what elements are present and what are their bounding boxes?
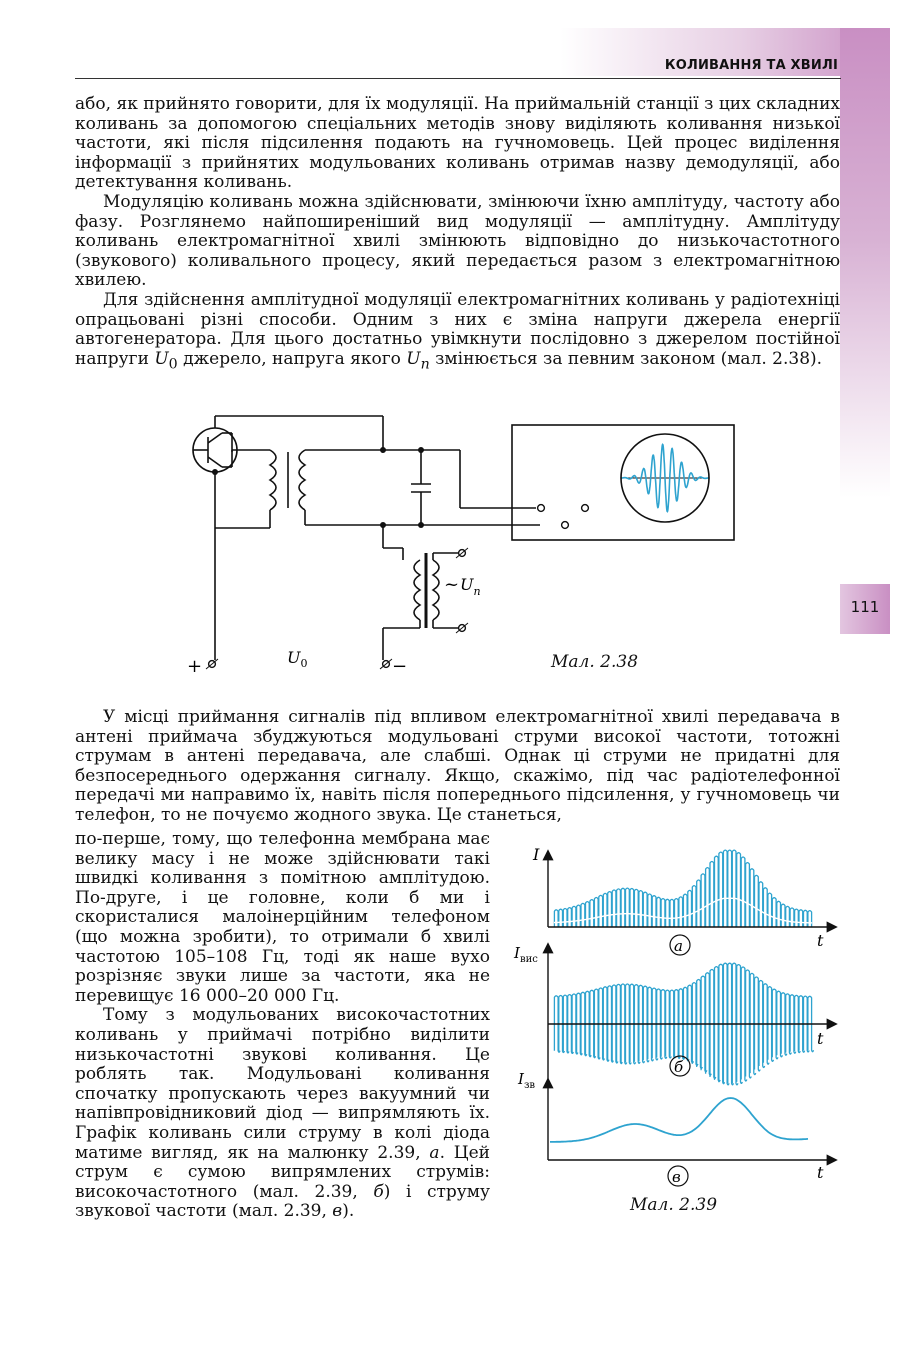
rectified-pulse [683,894,687,927]
rectified-pulse [746,863,750,927]
rectified-pulse [804,910,808,927]
rectified-pulse [563,909,567,928]
graph-c-y-label: $I_{зв}$ [518,1070,536,1091]
rectified-pulse [701,874,705,927]
paragraph: У місці приймання сигналів під впливом електромагнітної хвилі передавача в антені приймача збуджуються модульовані струми високої частоти, тотожні струмам в антені передавача, але слабші. Однак ці струми не придатні для безпосереднього одержання сигналу. Якщо, скажімо, під час радіотелефонної передачі ми направимо їх, навіть після попереднього підсилення, у гучномовець чи телефон, то не почуємо жодного звука. Це станеться, [75,707,840,825]
rectified-pulse [603,893,607,927]
rectified-pulse [577,905,581,927]
rectified-pulse [590,900,594,927]
rectified-pulse [808,911,812,927]
plus-terminal-label: + [187,656,203,677]
rectified-pulse [723,850,727,927]
rectified-pulse [657,897,661,927]
rectified-pulse [608,892,612,927]
rectified-pulse [621,888,625,927]
rectified-pulse [755,875,759,927]
rectified-pulse [594,898,598,928]
u0-label: $U_0$ [287,648,308,670]
graph-c-tag: в [672,1168,681,1186]
rectified-pulse [643,892,647,927]
rectified-pulse [617,889,621,927]
minus-terminal-label: − [392,656,408,677]
rectified-pulse [554,910,558,927]
graph-a [554,850,812,927]
rectified-pulse [599,895,603,927]
rectified-pulse [559,909,563,927]
rectified-pulse [639,891,643,927]
section-title: КОЛИВАННЯ ТА ХВИЛІ [664,58,838,73]
rectified-pulse [763,888,767,927]
rectified-pulse [795,909,799,927]
rectified-pulse [786,906,790,927]
rectified-pulse [626,888,630,927]
rectified-pulse [799,910,803,927]
rectified-pulse [568,908,572,927]
graph-a-tag: а [674,937,683,955]
rectified-pulse [670,899,674,927]
graph-a-y-label: I [533,845,540,864]
rectified-pulse [759,882,763,927]
graph-b-tag: б [674,1058,684,1076]
rectified-pulse [777,901,781,927]
rectified-pulse [581,903,585,927]
tilde-symbol: ~ [444,574,460,595]
rectified-pulse [634,889,638,927]
rectified-pulse [741,857,745,927]
rectified-pulse [697,880,701,927]
rectified-pulse [790,908,794,927]
rectified-pulse [692,886,696,927]
rectified-pulse [661,899,665,927]
rectified-pulse [715,856,719,927]
rectified-pulse [706,868,710,927]
graph-a-x-label: t [817,931,824,950]
rectified-pulse [586,902,590,927]
rectified-pulse [688,890,692,927]
rectified-pulse [732,850,736,927]
rectified-pulse [572,906,576,927]
rectified-pulse [675,899,679,927]
paragraph: Модуляцію коливань можна здійснювати, змінюючи їхню амплітуду, частоту або фазу. Розглянемо найпоширеніший вид модуляції — амплітудну. Амплітуду коливань електромагнітної хвилі змінюють відповідно до низькочастотного (звукового) коливального процесу, який передається разом з електромагнітною хвилею. [75,191,840,291]
figure-caption-2-39: Мал. 2.39 [630,1195,718,1215]
rectified-pulse [630,889,634,928]
rectified-pulse [710,862,714,928]
graph-c-wave [550,1098,808,1142]
rectified-pulse [666,899,670,927]
rectified-pulse [768,893,772,927]
rectified-pulse [772,898,776,927]
rectified-pulse [648,894,652,927]
rectified-pulse [728,850,732,927]
graph-b-y-label: $I_{вис}$ [514,944,538,965]
paragraph: Тому з модульованих високочастотних коливань у приймачі потрібно виділити низькочастотні звукові коливання. Це роблять так. Модульовані коливання спочатку пропускають через вакуумний чи напівпровідниковий діод — випрямляють їх. Графік коливань сили струму в колі діода матиме вигляд, як на малюнку 2.39, а. Цей струм є сумою випрямлених струмів: високочастотного (мал. 2.39, б) і струму звукової частоти (мал. 2.39, в). [75,1005,490,1222]
paragraph: по-перше, тому, що телефонна мембрана має велику масу і не може здійснювати такі швидкі коливання з помітною амплітудою. По-друге, і це головне, коли б ми і скористалися малоінерційним телефоном (що можна зробити), то отримали б хвилі частотою 105–108 Гц, тоді як наше вухо розрізняє звуки лише за частоти, яка не перевищує 16 000–20 000 Гц. [75,829,490,1006]
graph-b-x-label: t [817,1029,824,1048]
rectified-pulse [652,896,656,927]
rectified-pulse [719,852,723,927]
rectified-pulse [737,853,741,927]
page-number: 111 [850,598,880,616]
paragraph: або, як прийнято говорити, для їх модуляції. На приймальній станції з цих складних коливань за допомогою спеціальних методів знову виділяють коливання низької частоти, які після підсилення подають на гучномовець. Цей процес виділення інформації з прийнятих модульованих коливань отримав назву демодуляції, або детектування коливань. [75,94,840,193]
rectified-pulse [612,890,616,927]
rectified-pulse [781,904,785,927]
figure-caption-2-38: Мал. 2.38 [551,652,639,672]
un-label: $U_n$ [460,575,481,598]
rectified-pulse [679,897,683,927]
rectified-pulse [750,869,754,927]
graph-c-x-label: t [817,1163,824,1182]
paragraph: Для здійснення амплітудної модуляції електромагнітних коливань у радіотехніці опрацьовані різні способи. Одним з них є зміна напруги джерела енергії автогенератора. Для цього достатньо увімкнути послідовно з джерелом постійної напруги $U_0$ джерело, напруга якого $U_n$ змінюється за певним законом (мал. 2.38). [75,289,840,373]
